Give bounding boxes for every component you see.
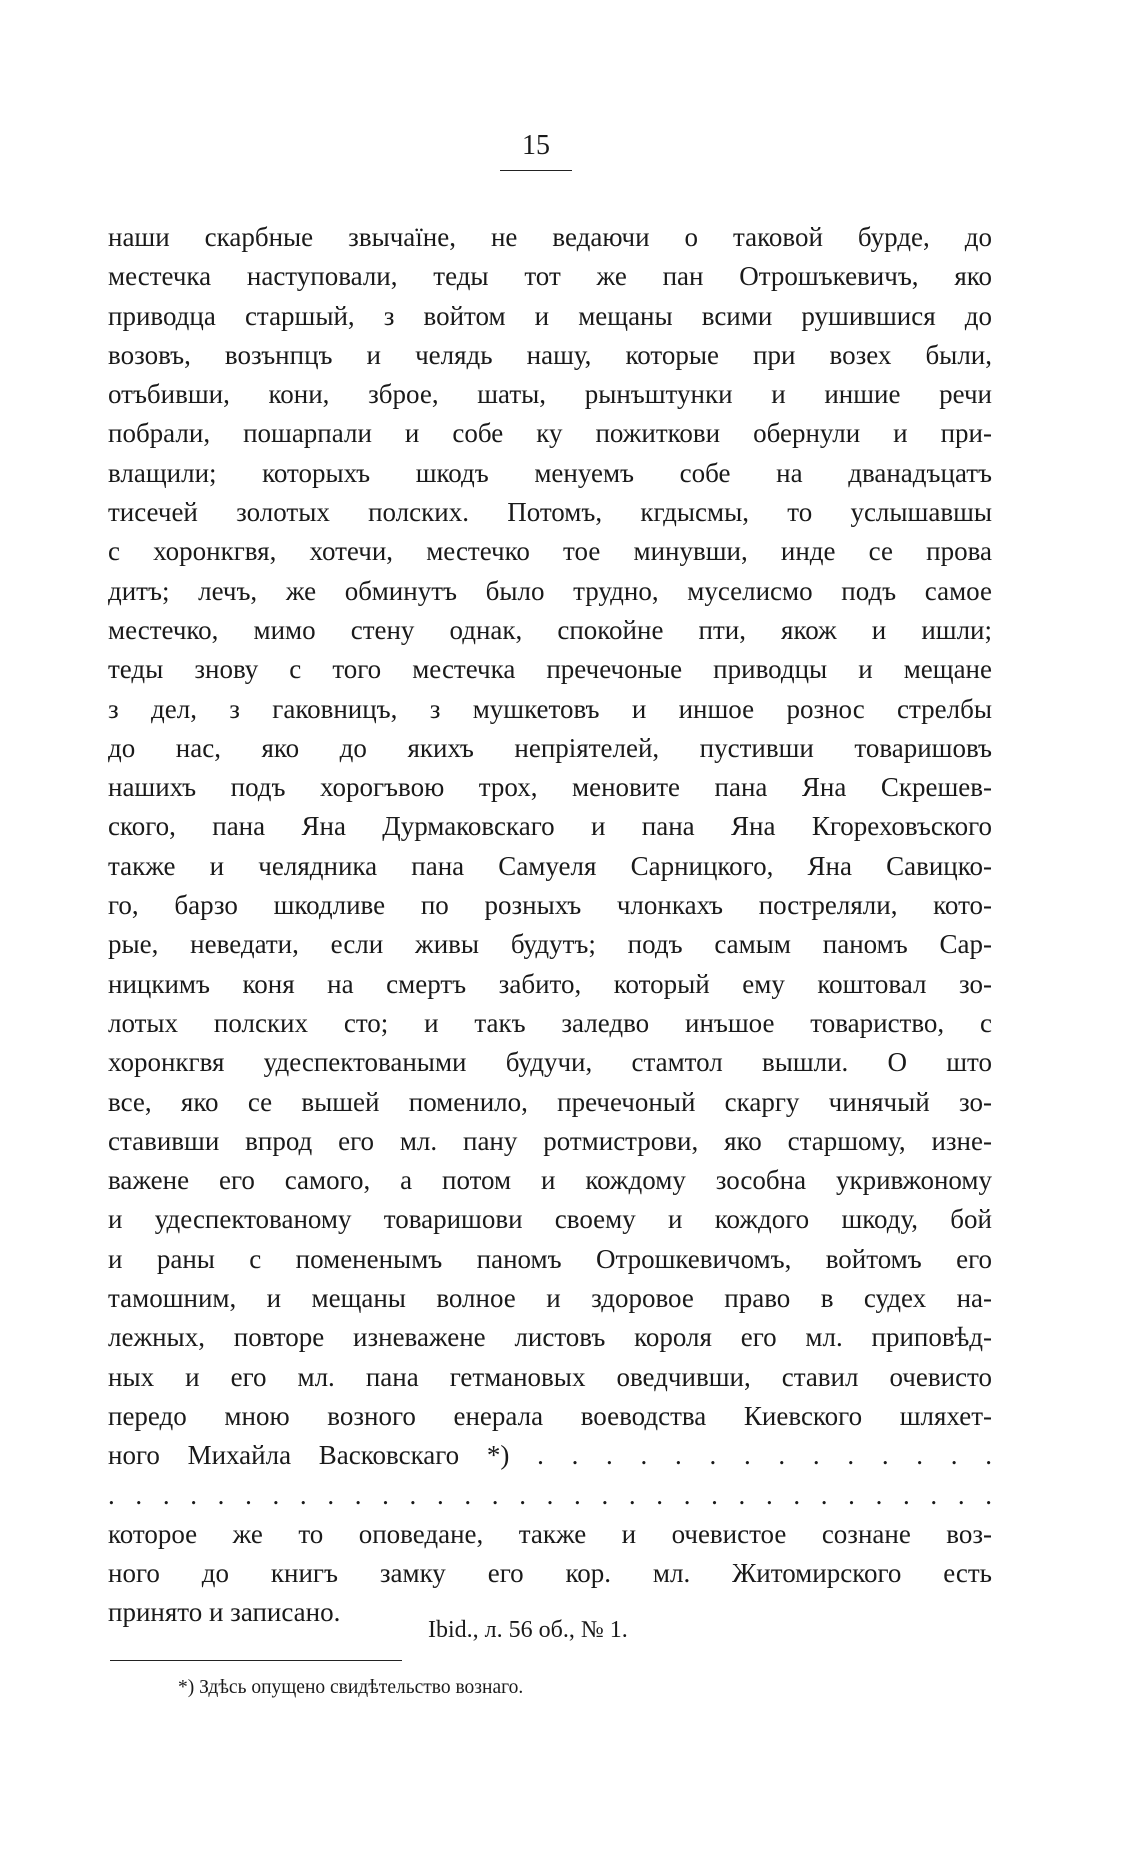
- text-line: важене его самого, а потом и кождому зособна укривжоному: [108, 1165, 992, 1196]
- text-line: рые, неведати, если живы будутъ; подъ самым паномъ Сар-: [108, 929, 992, 960]
- text-line: хоронкгвя удеспектоваными будучи, стамтол вышли. О што: [108, 1047, 992, 1078]
- text-line: местечко, мимо стену однак, спокойне пти, якож и ишли;: [108, 614, 992, 645]
- text-line: ницкимъ коня на смертъ забито, который ему коштовал зо-: [108, 968, 992, 999]
- text-line: возовъ, возънпцъ и челядь нашу, которые при возех были,: [108, 339, 992, 370]
- text-line: с хоронкгвя, хотечи, местечко тое минувши, инде се прова: [108, 536, 992, 567]
- text-line: ставивши впрод его мл. пану ротмистрови, яко старшому, изне-: [108, 1125, 992, 1156]
- footnote: *) Здѣсь опущено свидѣтельство вознаго.: [178, 1677, 524, 1698]
- text-line: принято и записано.: [108, 1597, 341, 1628]
- text-line: тисечей золотых полских. Потомъ, кгдысмы, то услышавшы: [108, 497, 992, 528]
- page-number: 15: [500, 132, 572, 171]
- text-line: нашихъ подъ хорогъвою трох, меновите пана Яна Скрешев-: [108, 772, 992, 803]
- text-line: лежных, повторе изневажене листовъ короля его мл. приповѣд-: [108, 1322, 992, 1353]
- text-line: также и челядника пана Самуеля Сарницкого, Яна Савицко-: [108, 850, 992, 881]
- text-line: го, барзо шкодливе по розныхъ члонкахъ постреляли, кото-: [108, 890, 992, 921]
- text-line: до нас, яко до якихъ непріятелей, пустивши товаришовъ: [108, 732, 992, 763]
- text-line: дитъ; лечъ, же обминутъ было трудно, муселисмо подъ самое: [108, 575, 992, 606]
- text-line: все, яко се вышей поменило, пречечоный скаргу чинячый зо-: [108, 1086, 992, 1117]
- text-line: местечка наступовали, теды тот же пан Отрошъкевичъ, яко: [108, 261, 992, 292]
- text-line: ных и его мл. пана гетмановых оведчивши, ставил очевисто: [108, 1361, 992, 1392]
- source-reference: Ibid., л. 56 об., № 1.: [428, 1617, 628, 1643]
- text-line: передо мною возного енерала воеводства Киевского шляхет-: [108, 1400, 992, 1431]
- text-line: лотых полских сто; и такъ заледво инъшое товариство, с: [108, 1007, 992, 1038]
- text-line: и раны с помененымъ паномъ Отрошкевичомъ, войтомъ его: [108, 1243, 992, 1274]
- text-line: теды знову с того местечка пречечоные приводцы и мещане: [108, 654, 992, 685]
- text-line: побрали, пошарпали и собе ку пожиткови обернули и при-: [108, 418, 992, 449]
- text-line: тамошним, и мещаны волное и здоровое право в судех на-: [108, 1283, 992, 1314]
- text-line: ного до книгъ замку его кор. мл. Житомирского есть: [108, 1558, 992, 1589]
- main-text: [108, 218, 992, 1633]
- text-line: ного Михайла Васковскаго *) . . . . . . . . . . . . . .: [108, 1440, 992, 1471]
- text-line: приводца старшый, з войтом и мещаны всими рушившися до: [108, 300, 992, 331]
- text-line: влащили; которыхъ шкодъ менуемъ собе на дванадъцатъ: [108, 457, 992, 488]
- ellipsis-line: . . . . . . . . . . . . . . . . . . . . . . . . . . . . . . . . .: [108, 1479, 992, 1510]
- footnote-divider: [110, 1660, 402, 1661]
- text-line: и удеспектованому товаришови своему и кождого шкоду, бой: [108, 1204, 992, 1235]
- text-line: ского, пана Яна Дурмаковскаго и пана Яна Кгореховъского: [108, 811, 992, 842]
- text-line: з дел, з гаковницъ, з мушкетовъ и иншое рознос стрелбы: [108, 693, 992, 724]
- text-line: которое же то оповедане, также и очевистое сознане воз-: [108, 1518, 992, 1549]
- text-line: наши скарбные звычаїне, не ведаючи о таковой бурде, до: [108, 222, 992, 252]
- text-line: отъбивши, кони, зброе, шаты, рынъштунки и иншие речи: [108, 379, 992, 410]
